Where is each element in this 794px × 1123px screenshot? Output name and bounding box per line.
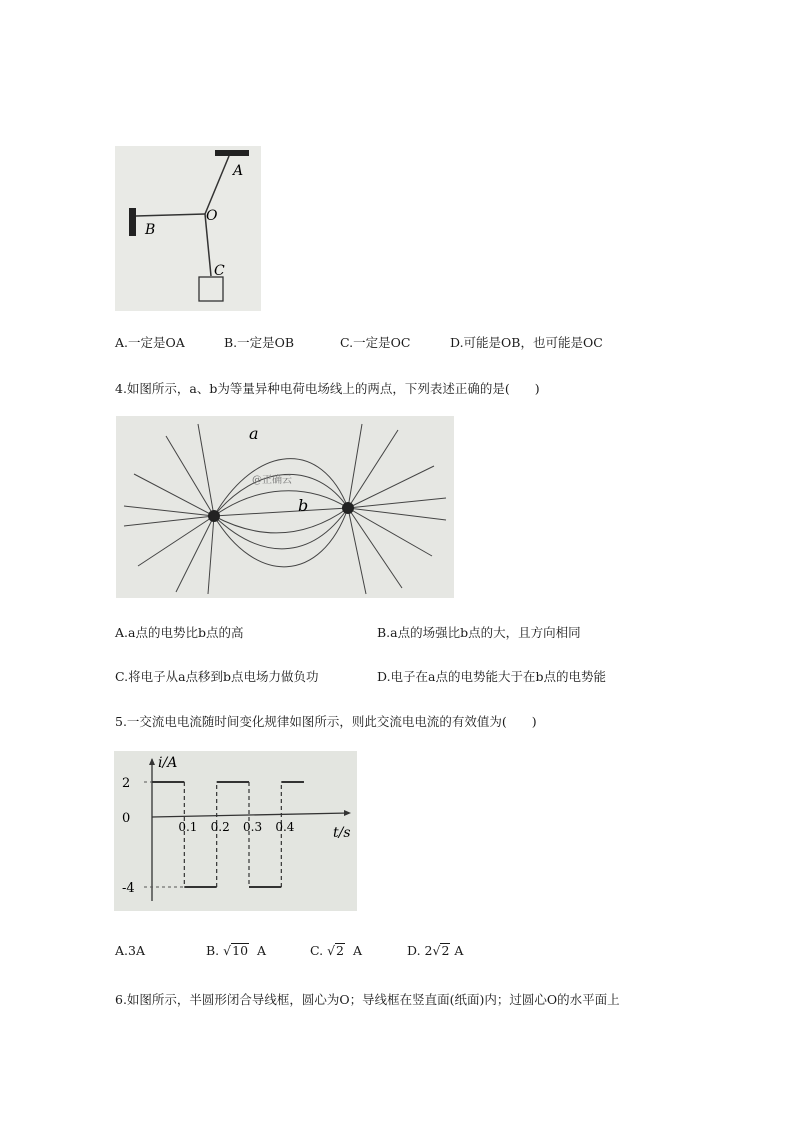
q3-option-d: D.可能是OB，也可能是OC <box>450 335 603 350</box>
label-a: A <box>233 163 244 179</box>
chart-guides <box>144 782 184 887</box>
x-tick-label: 0.4 <box>275 820 295 834</box>
q5-option-d-prefix: D. 2 <box>407 943 433 958</box>
rope-diagram-figure <box>115 146 261 311</box>
label-c: C <box>214 263 225 279</box>
q5-option-b-unit: A <box>256 943 267 958</box>
rope-oa <box>205 156 229 214</box>
q3-option-a: A.一定是OA <box>115 335 185 350</box>
x-axis-arrow <box>344 810 351 816</box>
label-o: O <box>206 208 218 224</box>
q4-option-b: B.a点的场强比b点的大，且方向相同 <box>377 625 581 640</box>
q5-option-d-radicand: 2 <box>441 943 450 958</box>
q5-option-c: C. √2 A <box>310 943 362 958</box>
field-lines-figure <box>116 416 454 598</box>
chart-labels <box>122 755 351 896</box>
rope-diagram-svg <box>115 146 261 311</box>
q5-option-b-prefix: B. <box>206 943 220 958</box>
weight-block <box>199 277 223 301</box>
current-chart-figure <box>114 751 357 911</box>
q4-option-a: A.a点的电势比b点的高 <box>115 625 244 640</box>
q5-option-d-unit: A <box>454 943 464 958</box>
q5-option-b: B. √10 A <box>206 943 267 958</box>
q6-stem: 6.如图所示，半圆形闭合导线框，圆心为O；导线框在竖直面(纸面)内；过圆心O的水平面上 <box>115 992 620 1007</box>
x-axis <box>152 813 349 817</box>
q4-option-c: C.将电子从a点移到b点电场力做负功 <box>115 669 319 684</box>
field-lines-svg <box>116 416 454 598</box>
y-tick-label: -4 <box>122 881 135 896</box>
q5-option-d: D. 2√2 A <box>407 943 464 958</box>
x-tick-label: 0.1 <box>178 820 198 834</box>
point-a-label: a <box>249 424 259 443</box>
rope-ob <box>136 214 205 216</box>
q5-option-c-prefix: C. <box>310 943 324 958</box>
q4-option-d: D.电子在a点的电势能大于在b点的电势能 <box>377 669 607 684</box>
q3-option-b: B.一定是OB <box>224 335 295 350</box>
y-axis-arrow <box>149 758 155 765</box>
field-lines <box>124 424 446 594</box>
q3-option-c: C.一定是OC <box>340 335 411 350</box>
q5-stem: 5.一交流电电流随时间变化规律如图所示，则此交流电电流的有效值为( ) <box>115 714 537 729</box>
x-axis-label: t/s <box>333 825 351 841</box>
x-tick-label: 0.3 <box>243 820 263 834</box>
q5-option-a: A.3A <box>115 943 145 958</box>
q5-option-b-radicand: 10 <box>232 943 249 958</box>
support-a <box>215 150 249 156</box>
point-b-label: b <box>298 496 309 515</box>
current-chart-svg <box>114 751 357 911</box>
charge-right <box>342 502 354 514</box>
q5-option-c-radicand: 2 <box>336 943 344 958</box>
y-tick-label: 0 <box>122 811 131 826</box>
q5-option-c-unit: A <box>352 943 362 958</box>
y-tick-label: 2 <box>122 776 131 791</box>
charge-left <box>208 510 220 522</box>
support-b <box>129 208 136 236</box>
x-tick-label: 0.2 <box>210 820 230 834</box>
watermark: @正确云 <box>252 475 292 486</box>
q4-stem: 4.如图所示，a、b为等量异种电荷电场线上的两点，下列表述正确的是( ) <box>115 381 540 396</box>
y-axis-label: i/A <box>158 755 178 771</box>
chart-series <box>152 782 304 887</box>
label-b: B <box>145 222 156 238</box>
